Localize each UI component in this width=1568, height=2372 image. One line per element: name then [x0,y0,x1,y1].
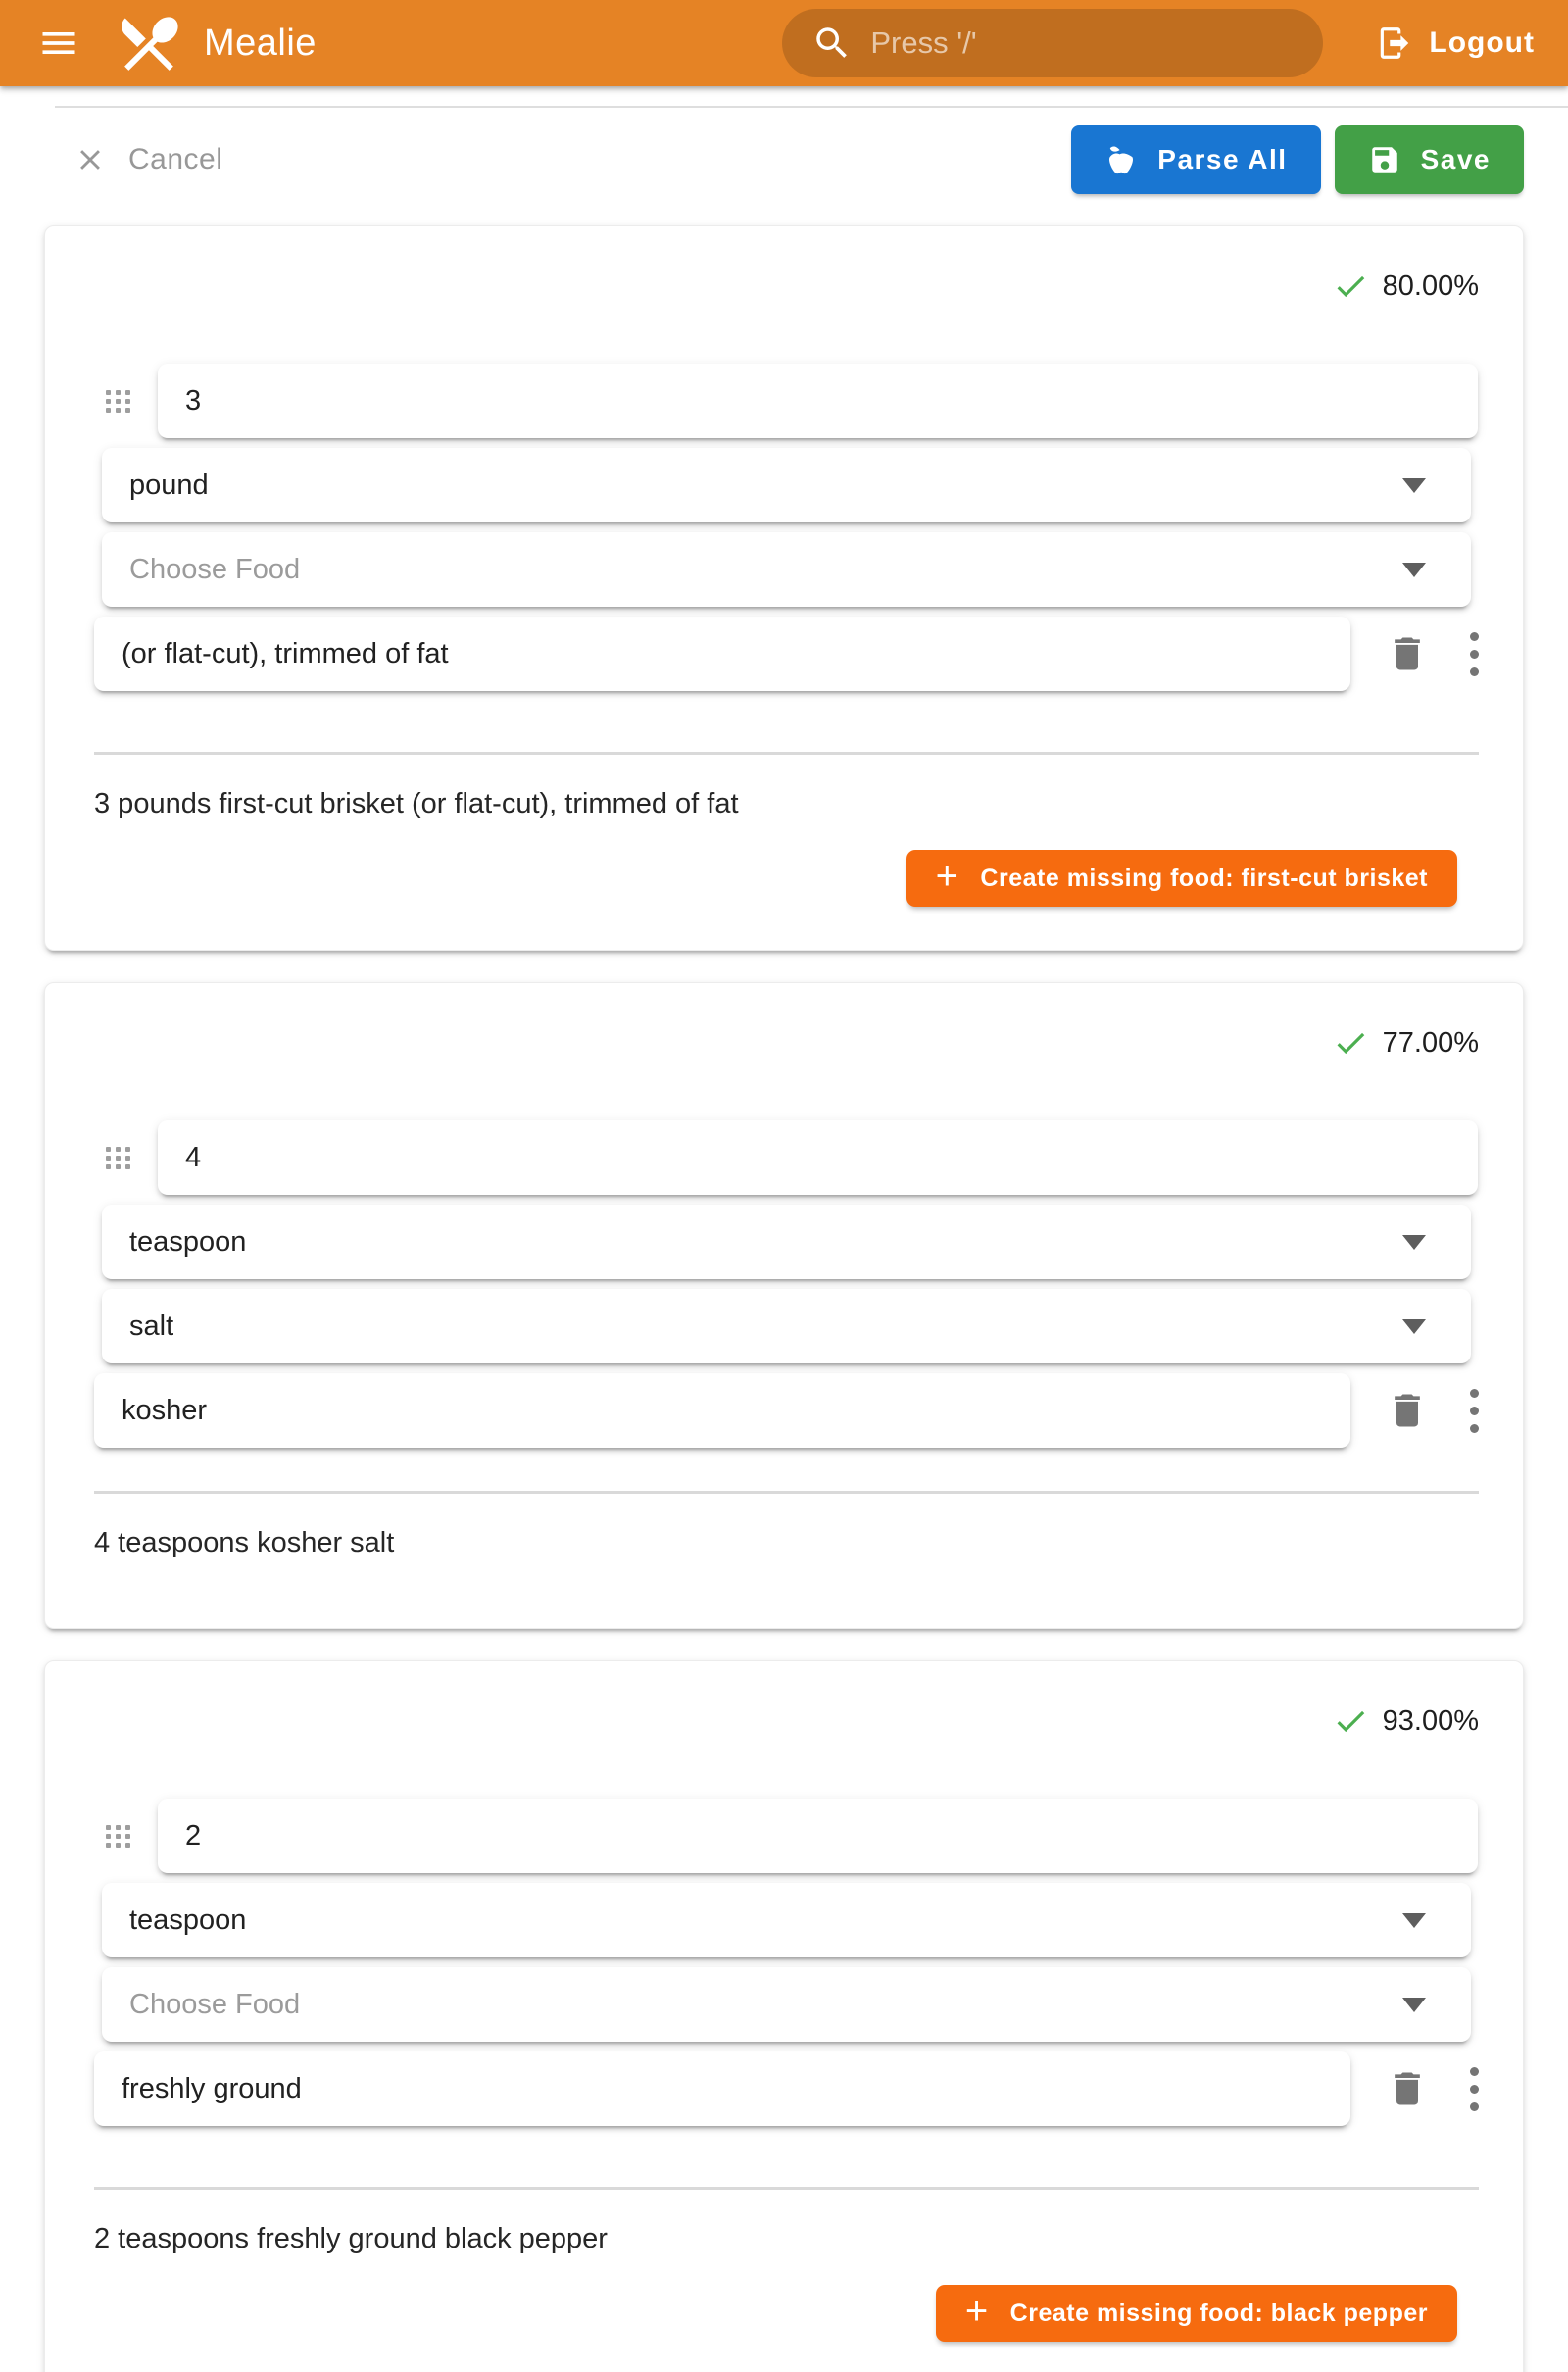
confidence-row [45,1661,1523,1740]
food-placeholder: Choose Food [129,1988,301,2020]
plus-icon: + [935,855,959,898]
quantity-input[interactable] [158,1799,1478,1873]
quantity-row [106,1120,1478,1195]
unit-row [102,448,1471,522]
check-icon [1332,268,1369,305]
food-row [102,1967,1471,2042]
chevron-down-icon [1402,1319,1426,1334]
confidence-value: 77.00% [1382,1026,1479,1059]
food-value: salt [129,1310,174,1342]
divider [94,2187,1479,2190]
search-icon [811,23,853,64]
note-row [94,617,1479,691]
unit-value: teaspoon [129,1225,247,1258]
check-icon [1332,1703,1369,1740]
original-ingredient-text: 2 teaspoons freshly ground black pepper [94,2223,608,2254]
app-title: Mealie [204,22,317,64]
trash-icon[interactable] [1386,632,1429,675]
app-header [0,0,1568,86]
chevron-down-icon [1402,563,1426,577]
quantity-input[interactable] [158,1120,1478,1195]
divider [94,1491,1479,1494]
silverware-icon[interactable] [114,8,184,78]
cancel-button[interactable] [74,143,222,176]
food-row [102,1289,1471,1363]
food-select[interactable] [102,532,1471,607]
check-icon [1332,1024,1369,1062]
editor-toolbar [74,125,1524,194]
ingredient-card [44,225,1524,951]
parse-all-label: Parse All [1157,144,1288,174]
confidence-row [45,983,1523,1062]
search-input[interactable] [782,9,1323,77]
create-missing-food-button[interactable] [906,850,1457,907]
confidence-value: 80.00% [1382,270,1479,302]
kebab-menu-icon[interactable] [1470,1389,1479,1433]
food-select[interactable] [102,1289,1471,1363]
note-row [94,1373,1479,1448]
trash-icon[interactable] [1386,2067,1429,2110]
original-ingredient-text: 3 pounds first-cut brisket (or flat-cut), trimmed of fat [94,788,739,819]
drag-handle-icon[interactable] [106,1825,130,1848]
note-input[interactable] [94,2051,1350,2126]
chevron-down-icon [1402,1913,1426,1928]
original-ingredient-text: 4 teaspoons kosher salt [94,1527,395,1558]
unit-value: pound [129,469,209,501]
food-select[interactable] [102,1967,1471,2042]
chevron-down-icon [1402,1235,1426,1250]
trash-icon[interactable] [1386,1389,1429,1432]
ingredient-card [44,982,1524,1629]
apple-icon [1104,143,1138,176]
chevron-down-icon [1402,478,1426,493]
missing-food-row [45,2285,1457,2342]
create-missing-food-label: Create missing food: black pepper [1009,2298,1428,2327]
quantity-row [106,364,1478,438]
parse-all-button[interactable] [1071,125,1320,194]
drag-handle-icon[interactable] [106,1147,130,1169]
logout-icon [1376,25,1413,62]
confidence-row [45,226,1523,305]
quantity-row [106,1799,1478,1873]
unit-select[interactable] [102,1883,1471,1957]
confidence-value: 93.00% [1382,1705,1479,1737]
save-button[interactable] [1335,125,1524,194]
kebab-menu-icon[interactable] [1470,632,1479,676]
quantity-input[interactable] [158,364,1478,438]
chevron-down-icon [1402,1998,1426,2012]
create-missing-food-label: Create missing food: first-cut brisket [980,864,1428,892]
note-input[interactable] [94,1373,1350,1448]
logout-label: Logout [1429,26,1535,59]
logout-button[interactable] [1376,25,1535,62]
drag-handle-icon[interactable] [106,390,130,413]
cancel-label: Cancel [128,143,223,175]
unit-value: teaspoon [129,1903,247,1936]
save-label: Save [1420,144,1491,174]
divider [55,106,1568,108]
food-row [102,532,1471,607]
search-placeholder: Press '/' [870,25,977,60]
ingredient-card [44,1660,1524,2372]
close-icon [74,143,107,176]
unit-select[interactable] [102,1205,1471,1279]
save-icon [1368,143,1401,176]
divider [94,752,1479,755]
food-placeholder: Choose Food [129,553,301,585]
menu-icon[interactable] [37,22,80,65]
plus-icon: + [964,2290,989,2333]
note-input[interactable] [94,617,1350,691]
unit-row [102,1205,1471,1279]
create-missing-food-button[interactable] [936,2285,1457,2342]
note-row [94,2051,1479,2126]
missing-food-row [45,850,1457,907]
unit-select[interactable] [102,448,1471,522]
kebab-menu-icon[interactable] [1470,2067,1479,2111]
unit-row [102,1883,1471,1957]
